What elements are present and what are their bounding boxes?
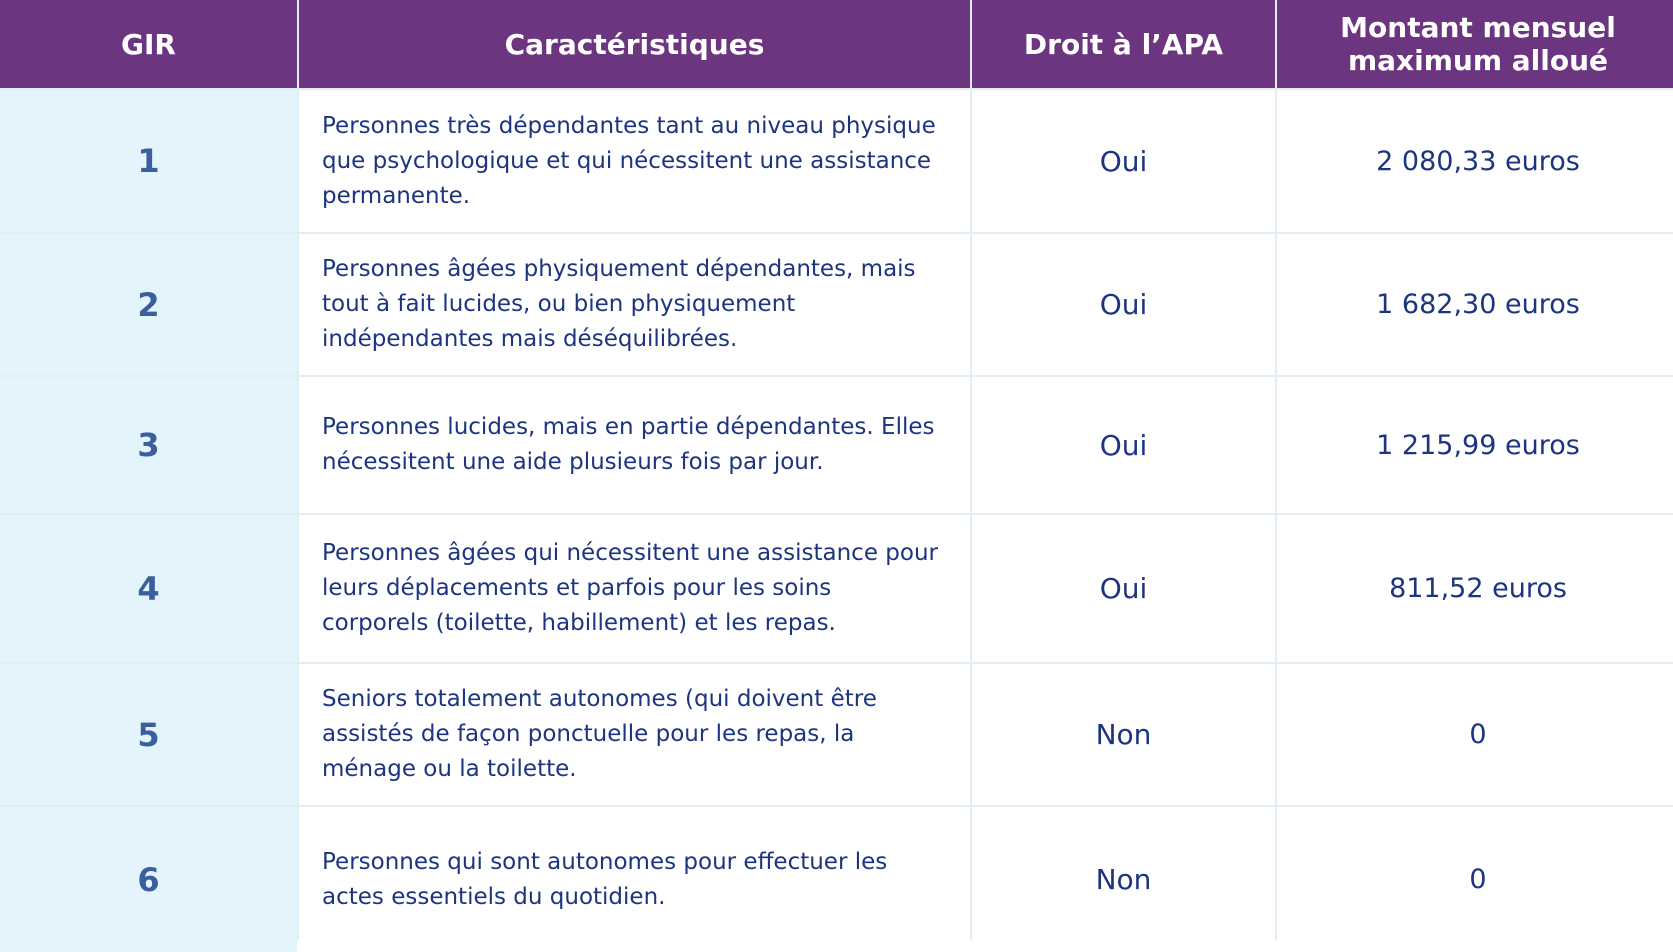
caracteristiques-text: Personnes qui sont autonomes pour effectuer les actes essentiels du quotidien.	[322, 848, 888, 910]
droit-cell	[972, 515, 1275, 662]
caracteristiques-text: Personnes âgées physiquement dépendantes, mais tout à fait lucides, ou bien physiquement indépendantes mais déséquilibrées.	[322, 256, 916, 352]
montant-value: 1 215,99 euros	[1376, 429, 1580, 461]
montant-value: 1 682,30 euros	[1376, 289, 1580, 320]
header-droit-apa-label: Droit à l’APA	[1023, 27, 1224, 61]
gir-value: 5	[137, 715, 160, 754]
droit-value: Oui	[1099, 144, 1148, 178]
gir-cell	[0, 234, 297, 375]
caracteristiques-cell	[299, 90, 970, 232]
header-caracteristiques	[299, 0, 970, 88]
gir-cell	[0, 807, 297, 952]
droit-cell	[972, 234, 1275, 375]
gir-value: 6	[137, 860, 160, 899]
montant-value: 0	[1469, 864, 1487, 895]
header-montant	[1277, 0, 1673, 88]
gir-cell	[0, 664, 297, 805]
droit-cell	[972, 377, 1275, 513]
header-gir-label: GIR	[121, 27, 176, 61]
droit-value: Oui	[1099, 572, 1148, 605]
droit-value: Oui	[1099, 288, 1148, 321]
header-caracteristiques-label: Caractéristiques	[504, 27, 765, 61]
droit-value: Oui	[1099, 428, 1148, 462]
montant-cell	[1277, 90, 1673, 232]
caracteristiques-text: Personnes très dépendantes tant au niveau physique que psychologique et qui nécessitent une assistance permanente.	[322, 112, 936, 209]
droit-cell	[972, 807, 1275, 952]
caracteristiques-text: Personnes lucides, mais en partie dépendantes. Elles nécessitent une aide plusieurs fois par jour.	[322, 414, 935, 475]
header-droit-apa	[972, 0, 1275, 88]
caracteristiques-cell	[299, 664, 970, 805]
montant-cell	[1277, 515, 1673, 662]
caracteristiques-cell	[299, 377, 970, 513]
gir-value: 1	[137, 142, 160, 180]
header-gir	[0, 0, 297, 88]
montant-value: 811,52 euros	[1389, 573, 1567, 604]
droit-cell	[972, 664, 1275, 805]
montant-cell	[1277, 807, 1673, 952]
montant-cell	[1277, 377, 1673, 513]
caracteristiques-text: Seniors totalement autonomes (qui doivent être assistés de façon ponctuelle pour les repas, la ménage ou la toilette.	[322, 686, 877, 782]
caracteristiques-text: Personnes âgées qui nécessitent une assistance pour leurs déplacements et parfois pour les soins corporels (toilette, habillement) et les repas.	[322, 540, 938, 636]
gir-value: 3	[137, 426, 160, 464]
droit-value: Non	[1095, 863, 1152, 896]
gir-value: 4	[137, 569, 160, 608]
gir-cell	[0, 90, 297, 232]
montant-cell	[1277, 664, 1673, 805]
montant-cell	[1277, 234, 1673, 375]
droit-cell	[972, 90, 1275, 232]
gir-cell	[0, 377, 297, 513]
header-montant-label: Montant mensuel maximum alloué	[1340, 11, 1616, 77]
gir-cell	[0, 515, 297, 662]
gir-value: 2	[137, 285, 160, 324]
caracteristiques-cell	[299, 234, 970, 375]
montant-value: 2 080,33 euros	[1376, 145, 1580, 177]
caracteristiques-cell	[299, 807, 970, 952]
caracteristiques-cell	[299, 515, 970, 662]
droit-value: Non	[1095, 718, 1152, 751]
montant-value: 0	[1469, 719, 1487, 750]
